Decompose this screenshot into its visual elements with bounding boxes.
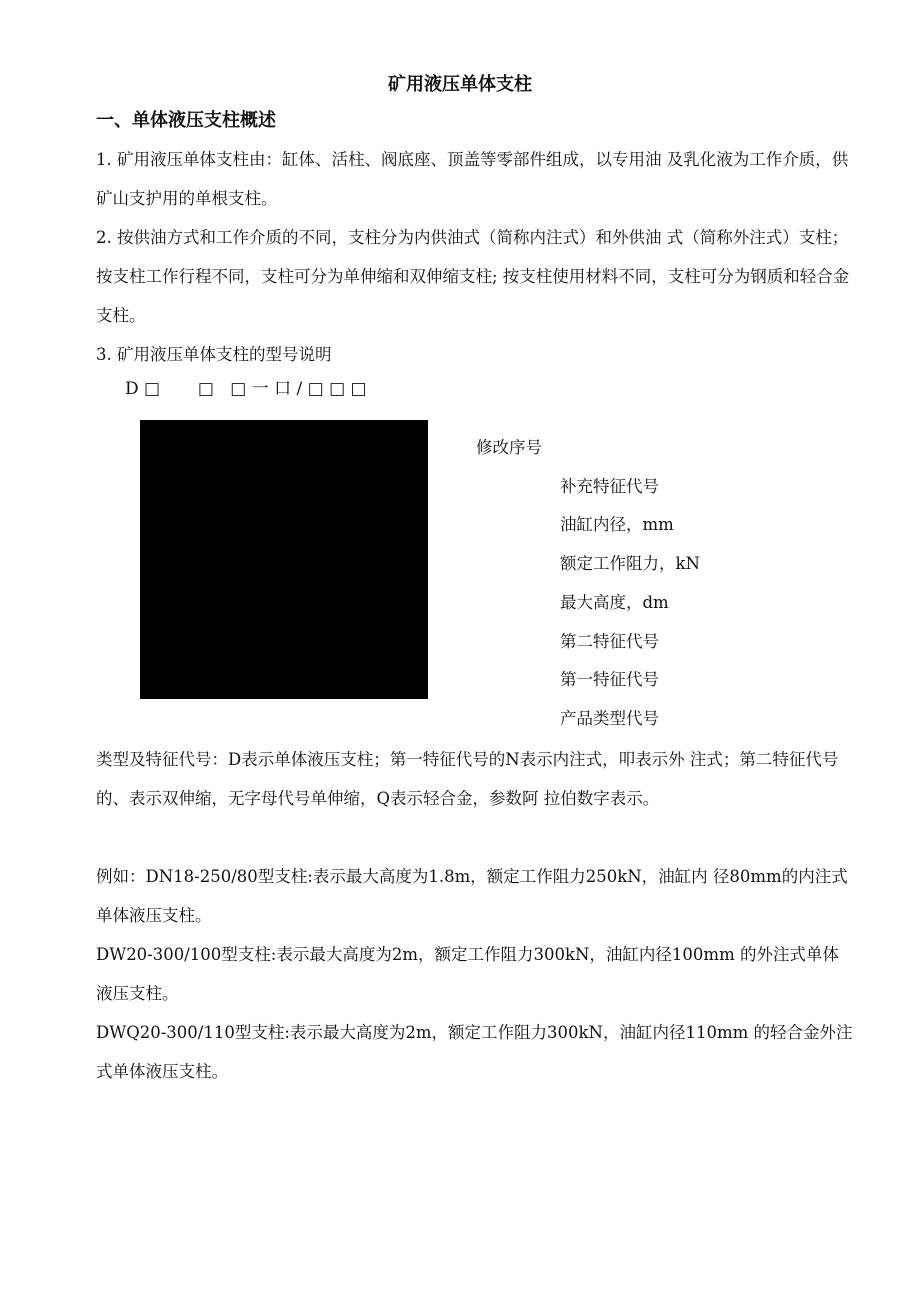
code-label-bore: 油缸内径，mm <box>560 515 674 534</box>
section-heading: 一、单体液压支柱概述 <box>96 110 276 131</box>
paragraph-example-dn18: 例如：DN18-250/80型支柱:表示最大高度为1.8m，额定工作阻力250kN，油缸内 径80mm的内注式单体液压支柱。 <box>96 867 848 925</box>
code-label-rated-resistance: 额定工作阻力，kN <box>560 554 700 573</box>
code-label-supplementary: 补充特征代号 <box>560 477 659 496</box>
paragraph-type-codes: 类型及特征代号：D表示单体液压支柱；第一特征代号的N表示内注式，叩表示外 注式；第二特征代号的、表示双伸缩，无字母代号单伸缩，Q表示轻合金，参数阿 拉伯数字表示。 <box>96 750 839 808</box>
paragraph-example-dw20: DW20-300/100型支柱:表示最大高度为2m，额定工作阻力300kN，油缸内径100mm 的外注式单体液压支柱。 <box>96 945 839 1003</box>
code-label-second-feature: 第二特征代号 <box>560 632 659 651</box>
code-label-max-height: 最大高度，dm <box>560 593 669 612</box>
model-code-diagram-image <box>140 420 428 699</box>
code-label-product-type: 产品类型代号 <box>560 709 659 728</box>
paragraph-composition: 1. 矿用液压单体支柱由：缸体、活柱、阀底座、顶盖等零部件组成，以专用油 及乳化液为工作介质，供矿山支护用的单根支柱。 <box>96 150 849 208</box>
model-code-pattern: D □ □ □ 一 口 / □ □ □ <box>125 379 367 399</box>
document-title: 矿用液压单体支柱 <box>388 74 532 95</box>
code-label-revision: 修改序号 <box>476 438 542 457</box>
paragraph-classification: 2. 按供油方式和工作介质的不同，支柱分为内供油式（简称内注式）和外供油 式（简称外注式）支柱；按支柱工作行程不同，支柱可分为单伸缩和双伸缩支柱; 按支柱使用材料不同，支柱可分为钢质和轻合金支柱。 <box>96 228 850 325</box>
code-label-first-feature: 第一特征代号 <box>560 670 659 689</box>
paragraph-model-explanation: 3. 矿用液压单体支柱的型号说明 <box>96 345 332 364</box>
paragraph-example-dwq20: DWQ20-300/110型支柱:表示最大高度为2m，额定工作阻力300kN，油缸内径110mm 的轻合金外注式单体液压支柱。 <box>96 1023 853 1081</box>
